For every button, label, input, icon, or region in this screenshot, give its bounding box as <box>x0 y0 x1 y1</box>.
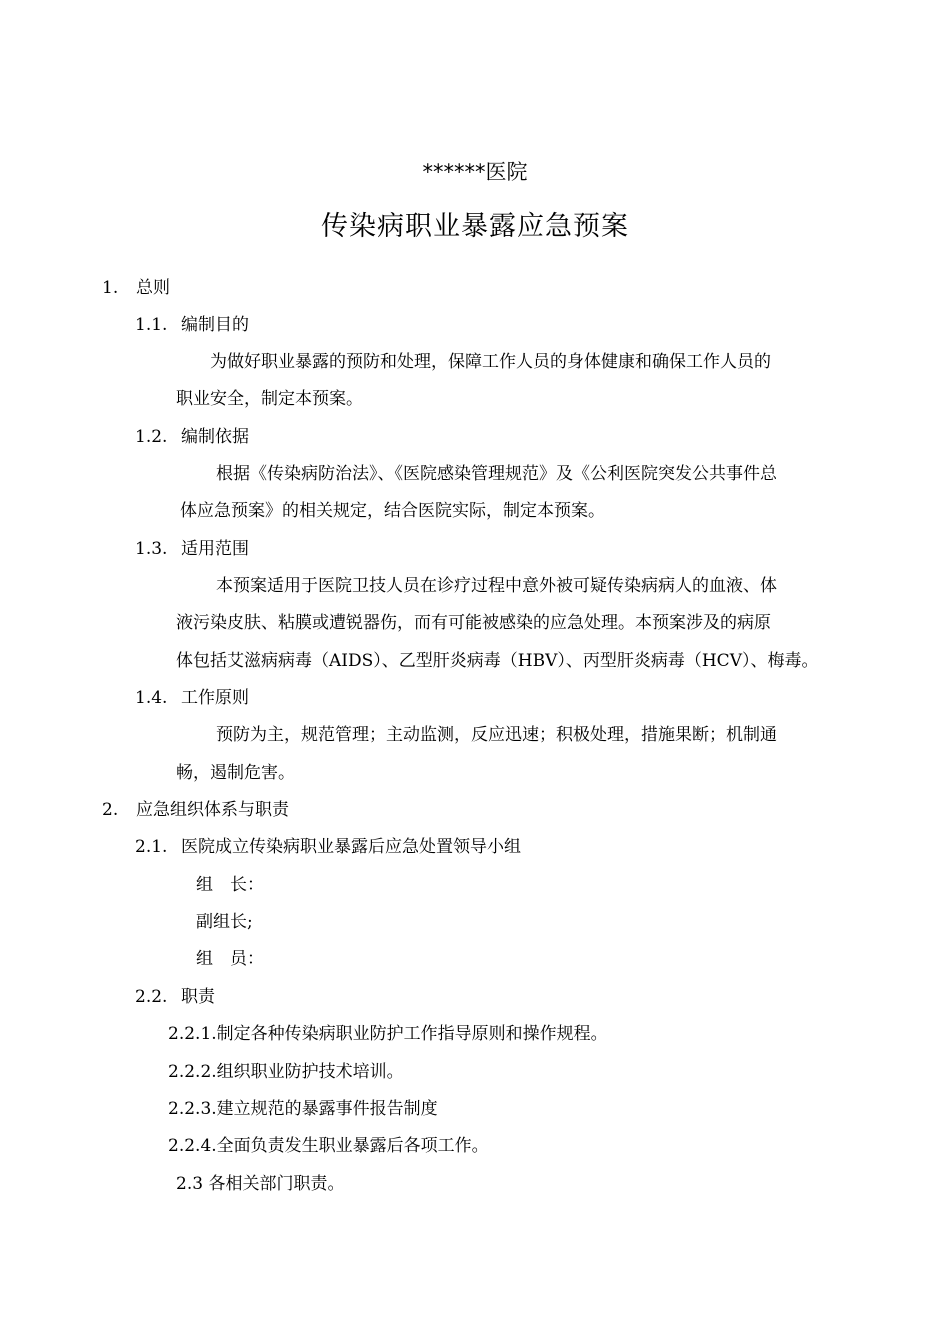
paragraph-line: 本预案适用于医院卫技人员在诊疗过程中意外被可疑传染病病人的血液、体 <box>216 576 777 596</box>
section-number: 2.2. <box>135 987 168 1007</box>
section-title: 职责 <box>181 987 215 1007</box>
paragraph-line: 体包括艾滋病病毒（AIDS）、乙型肝炎病毒（HBV）、丙型肝炎病毒（HCV）、梅毒。 <box>176 651 819 671</box>
section-number: 1.3. <box>135 539 168 559</box>
duty-item: 2.2.1.制定各种传染病职业防护工作指导原则和操作规程。 <box>168 1024 608 1044</box>
section-number: 1.1. <box>135 315 168 335</box>
section-2-1-heading <box>135 836 521 858</box>
section-1-heading <box>102 277 170 299</box>
paragraph-line: 职业安全，制定本预案。 <box>176 389 363 409</box>
duty-item: 2.2.2.组织职业防护技术培训。 <box>168 1062 404 1082</box>
section-2-heading <box>102 799 289 821</box>
paragraph-line: 液污染皮肤、粘膜或遭锐器伤，而有可能被感染的应急处理。本预案涉及的病原 <box>176 613 771 633</box>
hospital-name: ******医院 <box>422 160 528 184</box>
document-title: 传染病职业暴露应急预案 <box>321 211 629 242</box>
section-1-4-heading <box>135 687 249 709</box>
section-title: 应急组织体系与职责 <box>136 800 289 820</box>
paragraph-line: 根据《传染病防治法》、《医院感染管理规范》及《公利医院突发公共事件总 <box>216 464 777 484</box>
section-number: 1.4. <box>135 688 168 708</box>
section-title: 医院成立传染病职业暴露后应急处置领导小组 <box>181 837 521 857</box>
section-number: 1. <box>102 278 119 298</box>
paragraph-line: 预防为主，规范管理；主动监测，反应迅速；积极处理，措施果断；机制通 <box>216 725 777 745</box>
section-1-2-heading <box>135 426 249 448</box>
section-number: 2.1. <box>135 837 168 857</box>
paragraph-line: 畅，遏制危害。 <box>176 763 295 783</box>
section-1-1-heading <box>135 314 249 336</box>
section-number: 1.2. <box>135 427 168 447</box>
section-title: 总则 <box>136 278 170 298</box>
duty-item: 2.2.3.建立规范的暴露事件报告制度 <box>168 1099 438 1119</box>
section-1-3-heading <box>135 538 249 560</box>
group-member-line: 组 员： <box>196 949 264 969</box>
section-title: 适用范围 <box>181 539 249 559</box>
duty-item: 2.2.4.全面负责发生职业暴露后各项工作。 <box>168 1136 489 1156</box>
deputy-leader-line: 副组长; <box>196 912 253 932</box>
group-leader-line: 组 长： <box>196 875 264 895</box>
section-2-3-heading: 2.3 各相关部门职责。 <box>176 1174 345 1194</box>
section-title: 工作原则 <box>181 688 249 708</box>
section-title: 编制依据 <box>181 427 249 447</box>
section-number: 2. <box>102 800 119 820</box>
section-title: 编制目的 <box>181 315 249 335</box>
paragraph-line: 为做好职业暴露的预防和处理，保障工作人员的身体健康和确保工作人员的 <box>210 352 771 372</box>
section-2-2-heading <box>135 986 215 1008</box>
paragraph-line: 体应急预案》的相关规定，结合医院实际，制定本预案。 <box>180 501 605 521</box>
